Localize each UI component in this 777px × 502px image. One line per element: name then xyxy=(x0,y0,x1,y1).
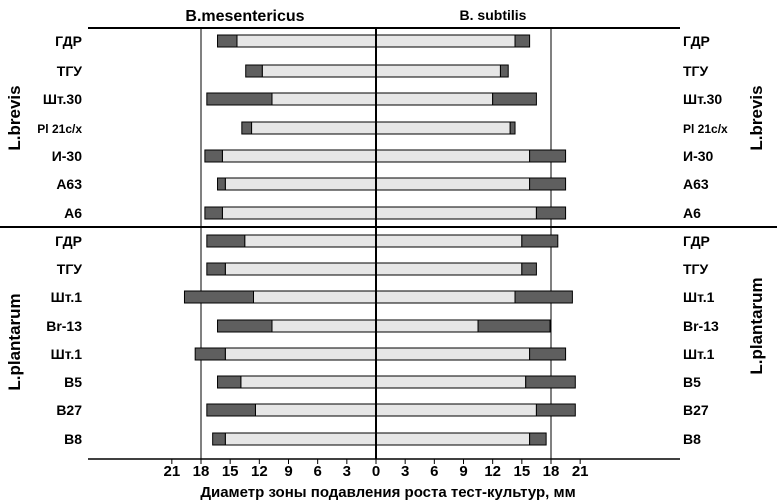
x-tick-label: 3 xyxy=(342,463,352,480)
bar-right-light xyxy=(376,122,510,134)
bar-left-dark xyxy=(207,93,272,105)
bars xyxy=(184,35,575,445)
group-label-left-brevis: L.brevis xyxy=(5,85,24,151)
bar-right-light xyxy=(376,320,478,332)
bar-left-light xyxy=(272,93,376,105)
strain-label-right: ГДР xyxy=(683,233,710,249)
strain-label-left: B27 xyxy=(56,402,82,418)
strain-label-right: А6 xyxy=(683,205,701,221)
x-tick-label: 15 xyxy=(221,463,239,480)
bar-right-light xyxy=(376,65,500,77)
strain-label-right: Шт.1 xyxy=(683,346,715,362)
strain-label-left: ТГУ xyxy=(56,63,82,79)
x-tick-label: 12 xyxy=(250,463,268,480)
bar-left-dark xyxy=(218,178,226,190)
strain-label-left: Шт.1 xyxy=(50,346,82,362)
bar-left-dark xyxy=(195,348,225,360)
x-tick-label: 18 xyxy=(192,463,210,480)
strain-label-left: И-30 xyxy=(51,148,82,164)
strain-label-left: B8 xyxy=(64,431,82,447)
bar-right-dark xyxy=(526,376,576,388)
bar-left-light xyxy=(222,207,376,219)
bar-right-light xyxy=(376,207,536,219)
strain-label-right: B5 xyxy=(683,374,701,390)
bar-right-dark xyxy=(522,235,558,247)
bar-right-light xyxy=(376,404,536,416)
strain-label-left: Шт.30 xyxy=(42,91,82,107)
strain-label-left: А6 xyxy=(64,205,82,221)
bar-left-light xyxy=(222,150,376,162)
strain-label-left: Br-13 xyxy=(46,318,82,334)
strain-label-right: B8 xyxy=(683,431,701,447)
x-tick-label: 0 xyxy=(371,463,381,480)
bar-right-light xyxy=(376,150,530,162)
bar-left-light xyxy=(225,348,376,360)
bar-right-dark xyxy=(515,291,572,303)
bar-left-light xyxy=(245,235,376,247)
bar-left-dark xyxy=(213,433,226,445)
bar-right-light xyxy=(376,263,522,275)
title-right: B. subtilis xyxy=(459,7,527,23)
bar-left-light xyxy=(225,178,376,190)
bar-right-light xyxy=(376,35,515,47)
strain-label-right: Br-13 xyxy=(683,318,719,334)
bar-left-dark xyxy=(218,35,237,47)
strain-label-right: ТГУ xyxy=(683,261,709,277)
x-tick-label: 6 xyxy=(430,463,439,480)
bar-left-light xyxy=(255,404,376,416)
bar-left-dark xyxy=(205,207,223,219)
strain-label-left: Pl 21c/x xyxy=(37,122,82,136)
x-tick-label: 6 xyxy=(313,463,322,480)
strain-label-left: Шт.1 xyxy=(50,289,82,305)
bar-right-dark xyxy=(500,65,508,77)
strain-label-right: Шт.1 xyxy=(683,289,715,305)
bar-left-dark xyxy=(184,291,253,303)
strain-label-left: ГДР xyxy=(55,233,82,249)
bar-left-dark xyxy=(207,404,256,416)
bar-right-light xyxy=(376,178,530,190)
bar-left-dark xyxy=(218,320,272,332)
bar-left-dark xyxy=(242,122,252,134)
bar-right-light xyxy=(376,291,515,303)
bar-right-dark xyxy=(478,320,550,332)
bar-right-dark xyxy=(515,35,530,47)
x-tick-label: 21 xyxy=(163,463,181,480)
bar-right-light xyxy=(376,348,530,360)
bar-left-light xyxy=(241,376,376,388)
bar-right-light xyxy=(376,376,526,388)
strain-label-right: ТГУ xyxy=(683,63,709,79)
bar-right-dark xyxy=(536,404,575,416)
group-label-left-plantarum: L.plantarum xyxy=(5,293,24,391)
bar-right-light xyxy=(376,93,493,105)
bar-right-dark xyxy=(530,150,566,162)
bar-left-dark xyxy=(246,65,263,77)
bar-left-light xyxy=(254,291,377,303)
x-tick-label: 3 xyxy=(400,463,410,480)
strain-label-right: ГДР xyxy=(683,33,710,49)
bar-right-dark xyxy=(510,122,515,134)
x-tick-label: 12 xyxy=(484,463,502,480)
strain-label-left: А63 xyxy=(56,176,82,192)
x-tick-label: 21 xyxy=(571,463,589,480)
bar-left-light xyxy=(225,433,376,445)
bar-right-dark xyxy=(530,433,547,445)
x-tick-label: 9 xyxy=(284,463,293,480)
x-tick-label: 15 xyxy=(513,463,531,480)
bar-left-light xyxy=(252,122,376,134)
bar-right-dark xyxy=(493,93,537,105)
x-tick-label: 18 xyxy=(542,463,560,480)
bar-right-dark xyxy=(536,207,565,219)
strain-label-right: Шт.30 xyxy=(683,91,723,107)
title-left: B.mesentericus xyxy=(185,8,305,25)
bar-left-dark xyxy=(207,235,245,247)
bar-right-dark xyxy=(522,263,537,275)
bar-left-light xyxy=(262,65,376,77)
group-label-right-brevis: L.brevis xyxy=(747,85,766,151)
bar-right-dark xyxy=(530,348,566,360)
strain-label-left: B5 xyxy=(64,374,82,390)
strain-label-right: А63 xyxy=(683,176,709,192)
bar-left-light xyxy=(237,35,376,47)
bar-left-light xyxy=(225,263,376,275)
bar-left-dark xyxy=(205,150,223,162)
strain-label-right: И-30 xyxy=(683,148,714,164)
bar-right-light xyxy=(376,235,522,247)
strain-label-right: B27 xyxy=(683,402,709,418)
bar-left-light xyxy=(272,320,376,332)
strain-label-right: Pl 21c/x xyxy=(683,122,728,136)
strain-label-left: ГДР xyxy=(55,33,82,49)
x-axis-title: Диаметр зоны подавления роста тест-культур, мм xyxy=(200,484,576,501)
group-label-right-plantarum: L.plantarum xyxy=(747,277,766,375)
bar-left-dark xyxy=(218,376,241,388)
bar-left-dark xyxy=(207,263,225,275)
x-tick-label: 9 xyxy=(459,463,468,480)
bar-right-dark xyxy=(530,178,566,190)
bar-right-light xyxy=(376,433,530,445)
strain-label-left: ТГУ xyxy=(56,261,82,277)
